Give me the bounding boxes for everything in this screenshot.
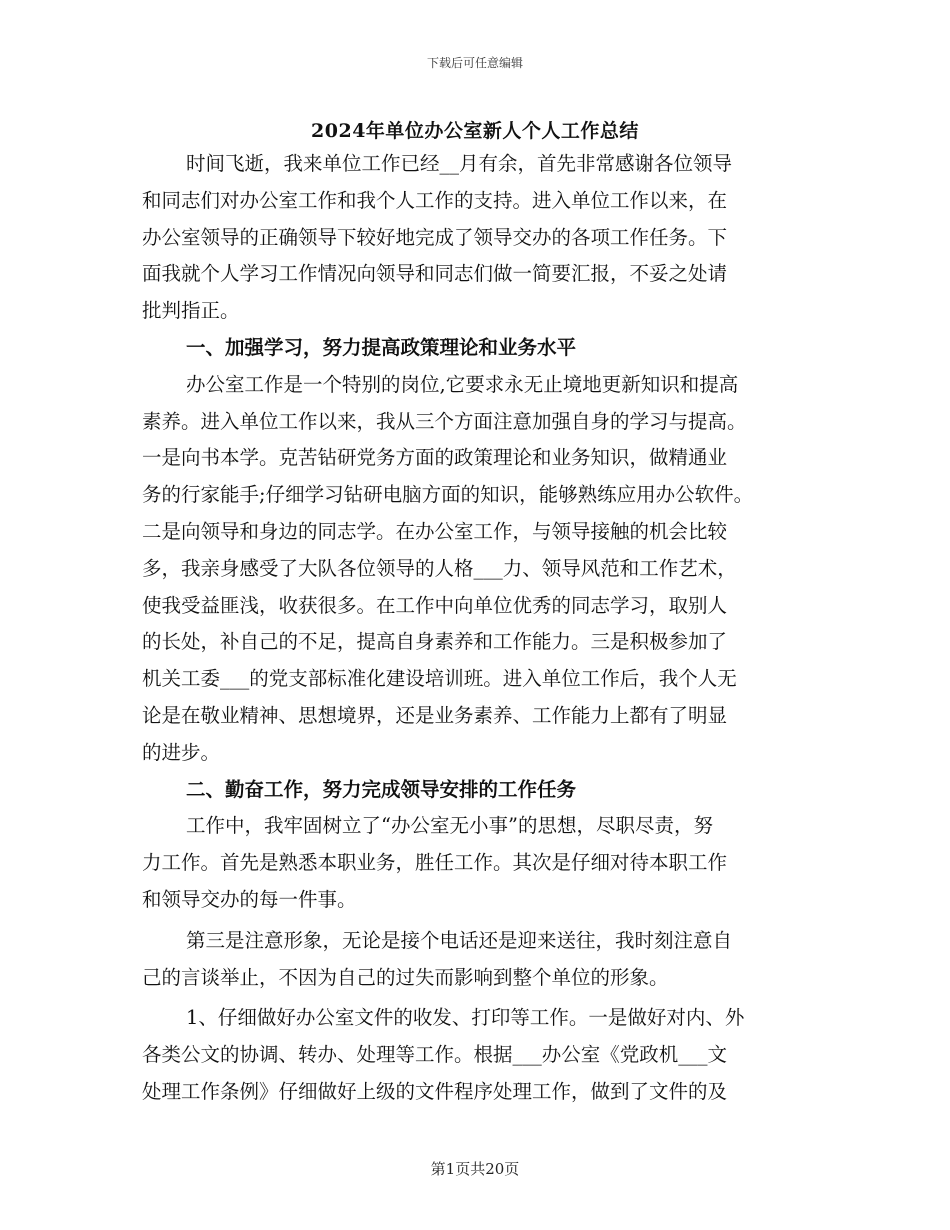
document-title: 2024年单位办公室新人个人工作总结 (311, 120, 639, 142)
paragraph-line: 的进步。 (142, 740, 221, 764)
paragraph-line: 论是在敬业精神、思想境界，还是业务素养、工作能力上都有了明显 (142, 703, 728, 727)
paragraph-line: 办公室工作是一个特别的岗位,它要求永无止境地更新知识和提高 (186, 372, 739, 396)
header-note: 下载后可任意编辑 (426, 56, 523, 70)
paragraph-line: 批判指正。 (142, 299, 240, 323)
paragraph-line: 多，我亲身感受了大队各位领导的人格___力、领导风范和工作艺术， (142, 556, 737, 580)
section-heading-1: 一、加强学习，努力提高政策理论和业务水平 (186, 335, 577, 359)
paragraph-line: 和同志们对办公室工作和我个人工作的支持。进入单位工作以来，在 (142, 188, 728, 212)
paragraph-line: 第三是注意形象，无论是接个电话还是迎来送往，我时刻注意自 (186, 928, 733, 952)
paragraph-line: 二是向领导和身边的同志学。在办公室工作，与领导接触的机会比较 (142, 519, 728, 543)
paragraph-line: 处理工作条例》仔细做好上级的文件程序处理工作，做到了文件的及 (142, 1079, 728, 1103)
paragraph-line: 时间飞逝，我来单位工作已经__月有余，首先非常感谢各位领导 (186, 152, 733, 175)
paragraph-line: 机关工委___的党支部标准化建设培训班。进入单位工作后，我个人无 (142, 667, 737, 691)
paragraph-line: 一是向书本学。克苦钻研党务方面的政策理论和业务知识，做精通业 (142, 446, 728, 470)
paragraph-line: 的长处，补自己的不足，提高自身素养和工作能力。三是积极参加了 (142, 630, 728, 654)
paragraph-line: 1、仔细做好办公室文件的收发、打印等工作。一是做好对内、外 (186, 1006, 745, 1030)
document-body (142, 146, 822, 1111)
paragraph-line: 使我受益匪浅，收获很多。在工作中向单位优秀的同志学习，取别人 (142, 593, 728, 617)
paragraph-line: 工作中，我牢固树立了“办公室无小事”的思想，尽职尽责，努 (186, 814, 713, 838)
page-number: 第1页共20页 (430, 1160, 520, 1178)
paragraph-line: 务的行家能手;仔细学习钻研电脑方面的知识，能够熟练应用办公软件。 (142, 483, 754, 507)
paragraph-line: 面我就个人学习工作情况向领导和同志们做一简要汇报，不妥之处请 (142, 262, 728, 286)
section-heading-2: 二、勤奋工作，努力完成领导安排的工作任务 (186, 777, 577, 801)
paragraph-line: 素养。进入单位工作以来，我从三个方面注意加强自身的学习与提高。 (142, 409, 747, 433)
paragraph-line: 己的言谈举止，不因为自己的过失而影响到整个单位的形象。 (142, 965, 669, 989)
paragraph-line: 各类公文的协调、转办、处理等工作。根据___办公室《党政机___文 (142, 1043, 728, 1067)
paragraph-line: 和领导交办的每一件事。 (142, 887, 357, 911)
paragraph-line: 力工作。首先是熟悉本职业务，胜任工作。其次是仔细对待本职工作 (142, 851, 728, 875)
paragraph-line: 办公室领导的正确领导下较好地完成了领导交办的各项工作任务。下 (142, 225, 728, 249)
